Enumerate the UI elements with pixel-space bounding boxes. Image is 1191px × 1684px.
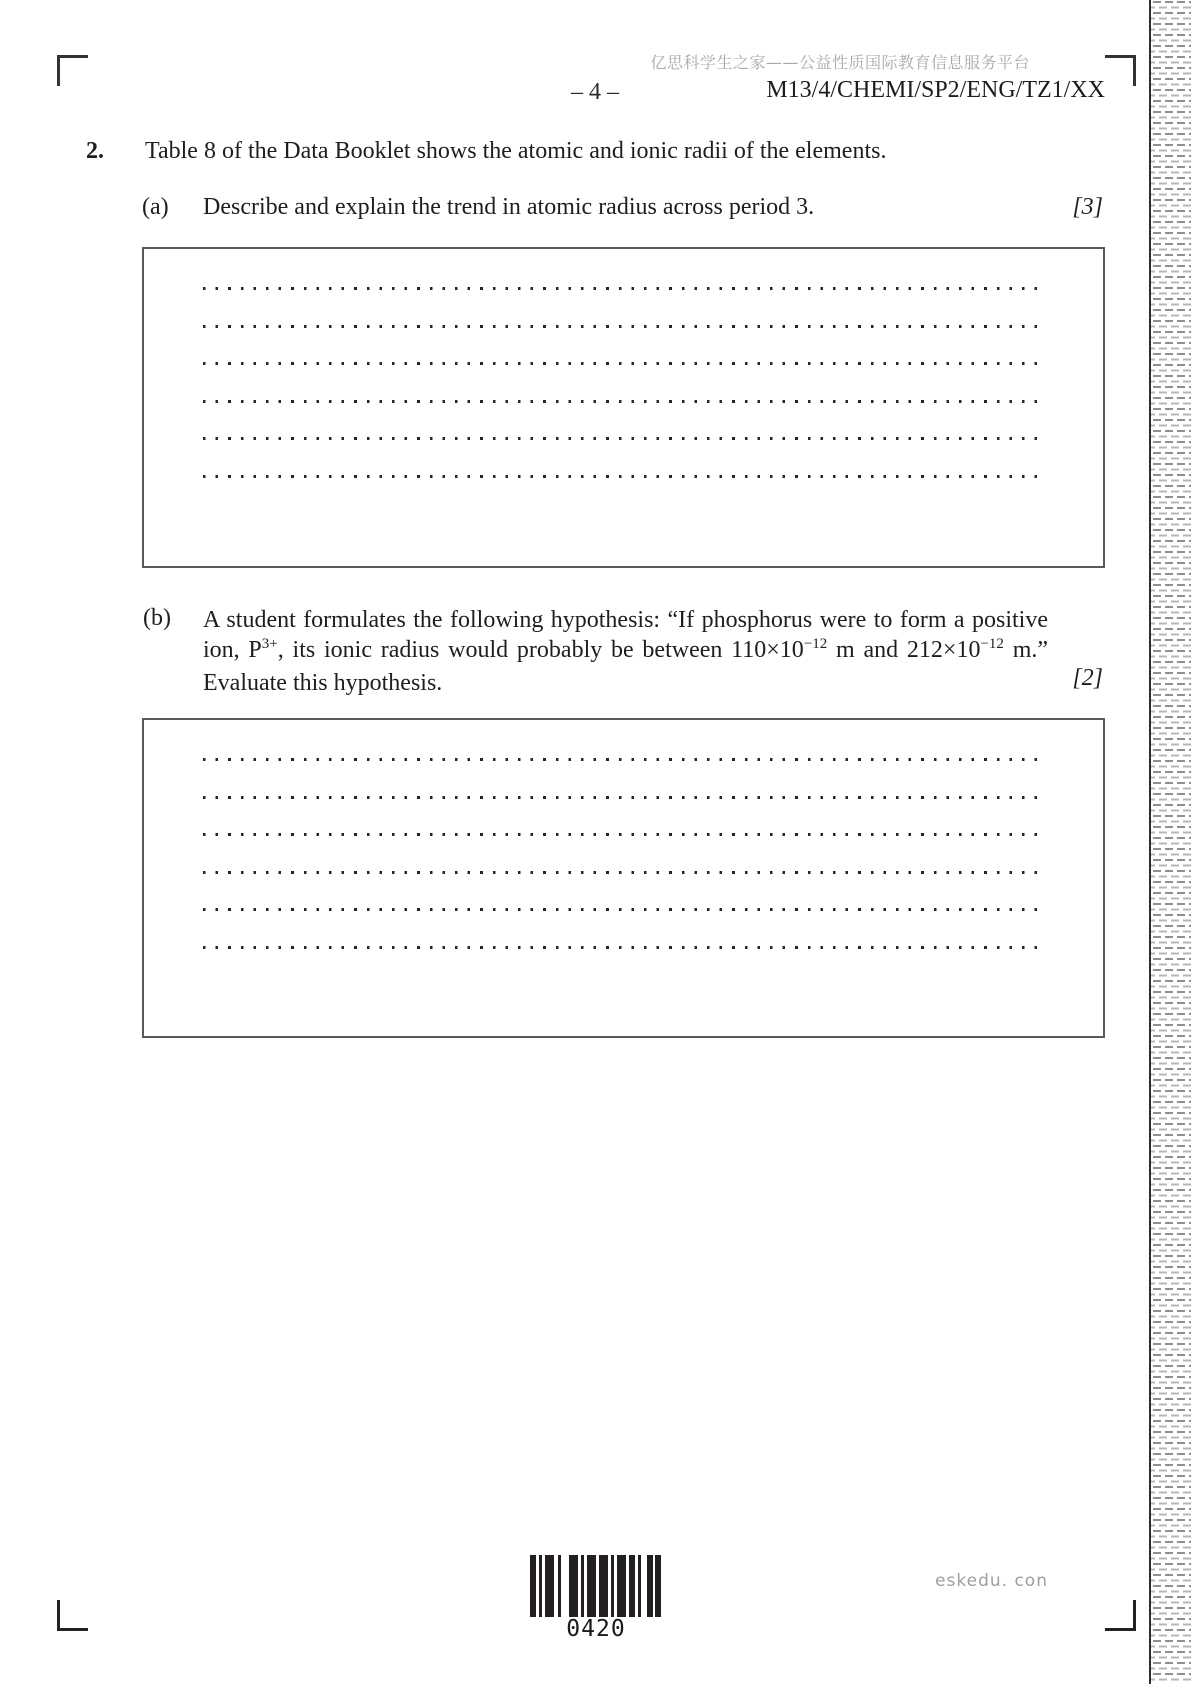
barcode-digits: 0420: [566, 1616, 626, 1642]
barcode-bar: [647, 1555, 653, 1617]
part-a-marks: [3]: [1072, 194, 1103, 220]
barcode: [530, 1555, 662, 1617]
question-number: 2.: [86, 138, 104, 164]
answer-line: [203, 475, 1047, 478]
answer-line: [203, 362, 1047, 365]
part-b-label: (b): [143, 605, 171, 631]
barcode-bar: [587, 1555, 596, 1617]
part-a-label: (a): [142, 194, 169, 220]
binding-texture-strip: [1149, 0, 1191, 1684]
answer-line: [203, 946, 1047, 949]
barcode-bar: [545, 1555, 554, 1617]
answer-box-b: [142, 718, 1105, 1038]
exam-code: M13/4/CHEMI/SP2/ENG/TZ1/XX: [766, 77, 1105, 103]
page-number: – 4 –: [571, 79, 619, 105]
barcode-bar: [599, 1555, 608, 1617]
crop-mark-bottom-right: [1105, 1600, 1136, 1631]
site-banner: 亿思科学生之家——公益性质国际教育信息服务平台: [650, 53, 1030, 72]
crop-mark-top-right: [1105, 55, 1136, 86]
part-b-line-2: ion, $P^{3+}$, its ionic radius would probably be between $110\times 10^{-12}$ m and $212\times 10^{-12}$ m.”: [203, 636, 1049, 663]
crop-mark-top-left: [57, 55, 88, 86]
answer-line: [203, 871, 1047, 874]
part-b-paragraph: [203, 605, 1048, 698]
answer-line: [203, 796, 1047, 799]
barcode-bar: [581, 1555, 584, 1617]
watermark: eskedu. con: [935, 1571, 1048, 1591]
answer-line: [203, 833, 1047, 836]
answer-line: [203, 437, 1047, 440]
part-b-marks: [2]: [1072, 665, 1103, 691]
answer-line: [203, 400, 1047, 403]
part-a-prompt: Describe and explain the trend in atomic radius across period 3.: [203, 194, 815, 220]
barcode-bar: [530, 1555, 536, 1617]
answer-line: [203, 287, 1047, 290]
barcode-bar: [611, 1555, 614, 1617]
answer-line: [203, 325, 1047, 328]
superscript-minus12: −12: [980, 636, 1004, 652]
answer-line: [203, 758, 1047, 761]
question-stem: Table 8 of the Data Booklet shows the atomic and ionic radii of the elements.: [145, 138, 887, 164]
answer-line: [203, 908, 1047, 911]
barcode-bar: [617, 1555, 626, 1617]
barcode-bar: [629, 1555, 635, 1617]
superscript-minus12: −12: [803, 636, 828, 652]
part-b-line-1: A student formulates the following hypothesis: “If phosphorus were to form a positive: [203, 607, 1048, 633]
superscript-3plus: 3+: [261, 636, 278, 652]
answer-box-a: [142, 247, 1105, 568]
barcode-bar: [638, 1555, 641, 1617]
barcode-bar: [569, 1555, 578, 1617]
crop-mark-bottom-left: [57, 1600, 88, 1631]
barcode-bar: [655, 1555, 661, 1617]
barcode-bar: [558, 1555, 561, 1617]
barcode-bar: [539, 1555, 542, 1617]
part-b-line-3: Evaluate this hypothesis.: [203, 670, 443, 696]
